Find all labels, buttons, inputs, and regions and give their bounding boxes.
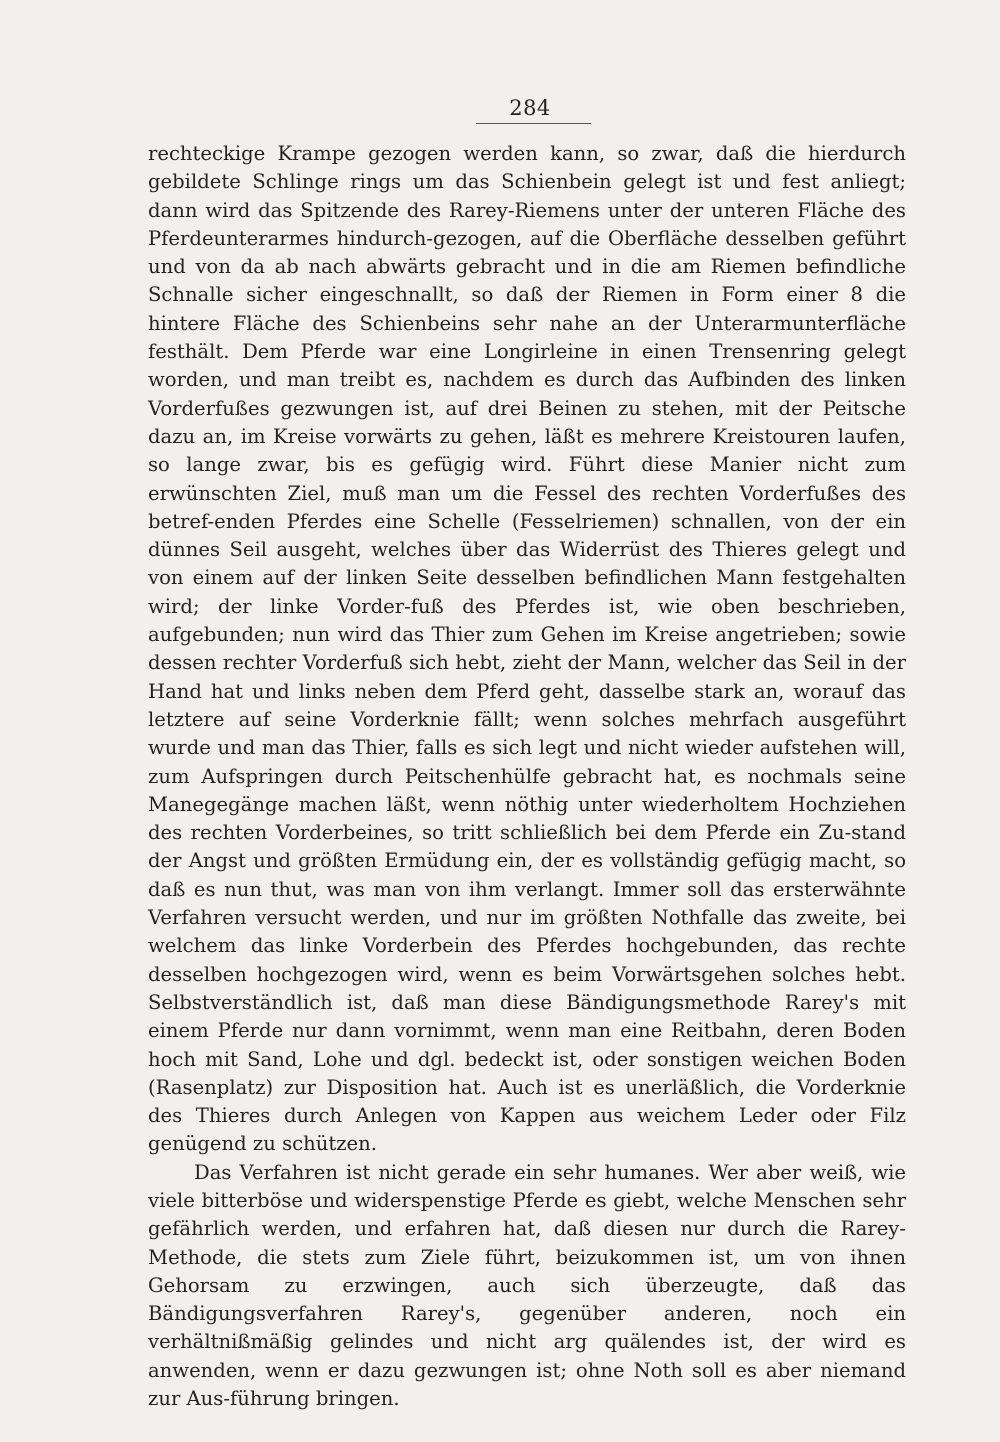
paragraph-conclusion: Das Verfahren ist nicht gerade ein sehr humanes. Wer aber weiß, wie viele bitterböse und widerspenstige Pferde es giebt, welche Menschen sehr gefährlich werden, und erfahren hat, daß diesen nur durch die Rarey-Methode, die stets zum Ziele führt, beizukommen ist, um von ihnen Gehorsam zu erzwingen, auch sich überzeugte, daß das Bändigungsverfahren Rarey's, gegenüber anderen, noch ein verhältnißmäßig gelindes und nicht arg quälendes ist, der wird es anwenden, wenn er dazu gezwungen ist; ohne Noth soll es aber niemand zur Aus-führung bringen.: [148, 1160, 906, 1411]
header-rule: [476, 123, 591, 124]
body-text: [148, 140, 906, 1413]
paragraph-continuation: rechteckige Krampe gezogen werden kann, so zwar, daß die hierdurch gebildete Schlinge rings um das Schienbein gelegt ist und fest anliegt; dann wird das Spitzende des Rarey-Riemens unter der unteren Fläche des Pferdeunterarmes hindurch-gezogen, auf die Oberfläche desselben geführt und von da ab nach abwärts gebracht und in die am Riemen befindliche Schnalle sicher eingeschnallt, so daß der Riemen in Form einer 8 die hintere Fläche des Schienbeins sehr nahe an der Unterarmunterfläche festhält. Dem Pferde war eine Longirleine in einen Trensenring gelegt worden, und man treibt es, nachdem es durch das Aufbinden des linken Vorderfußes gezwungen ist, auf drei Beinen zu stehen, mit der Peitsche dazu an, im Kreise vorwärts zu gehen, läßt es mehrere Kreistouren laufen, so lange zwar, bis es gefügig wird. Führt diese Manier nicht zum erwünschten Ziel, muß man um die Fessel des rechten Vorderfußes des betref-enden Pferdes eine Schelle (Fesselriemen) schnallen, von der ein dünnes Seil ausgeht, welches über das Widerrüst des Thieres gelegt und von einem auf der linken Seite desselben befindlichen Mann festgehalten wird; der linke Vorder-fuß des Pferdes ist, wie oben beschrieben, aufgebunden; nun wird das Thier zum Gehen im Kreise angetrieben; sowie dessen rechter Vorderfuß sich hebt, zieht der Mann, welcher das Seil in der Hand hat und links neben dem Pferd geht, dasselbe stark an, worauf das letztere auf seine Vorderknie fällt; wenn solches mehrfach ausgeführt wurde und man das Thier, falls es sich legt und nicht wieder aufstehen will, zum Aufspringen durch Peitschenhülfe gebracht hat, es nochmals seine Manegegänge machen läßt, wenn nöthig unter wiederholtem Hochziehen des rechten Vorderbeines, so tritt schließlich bei dem Pferde ein Zu-stand der Angst und größten Ermüdung ein, der es vollständig gefügig macht, so daß es nun thut, was man von ihm verlangt. Immer soll das ersterwähnte Verfahren versucht werden, und nur im größten Nothfalle das zweite, bei welchem das linke Vorderbein des Pferdes hochgebunden, das rechte desselben hochgezogen wird, wenn es beim Vorwärtsgehen solches hebt. Selbstverständlich ist, daß man diese Bändigungsmethode Rarey's mit einem Pferde nur dann vornimmt, wenn man eine Reitbahn, deren Boden hoch mit Sand, Lohe und dgl. bedeckt ist, oder sonstigen weichen Boden (Rasenplatz) zur Disposition hat. Auch ist es unerläßlich, die Vorderknie des Thieres durch Anlegen von Kappen aus weichem Leder oder Filz genügend zu schützen.: [148, 142, 906, 1156]
page-number: 284: [509, 96, 551, 120]
